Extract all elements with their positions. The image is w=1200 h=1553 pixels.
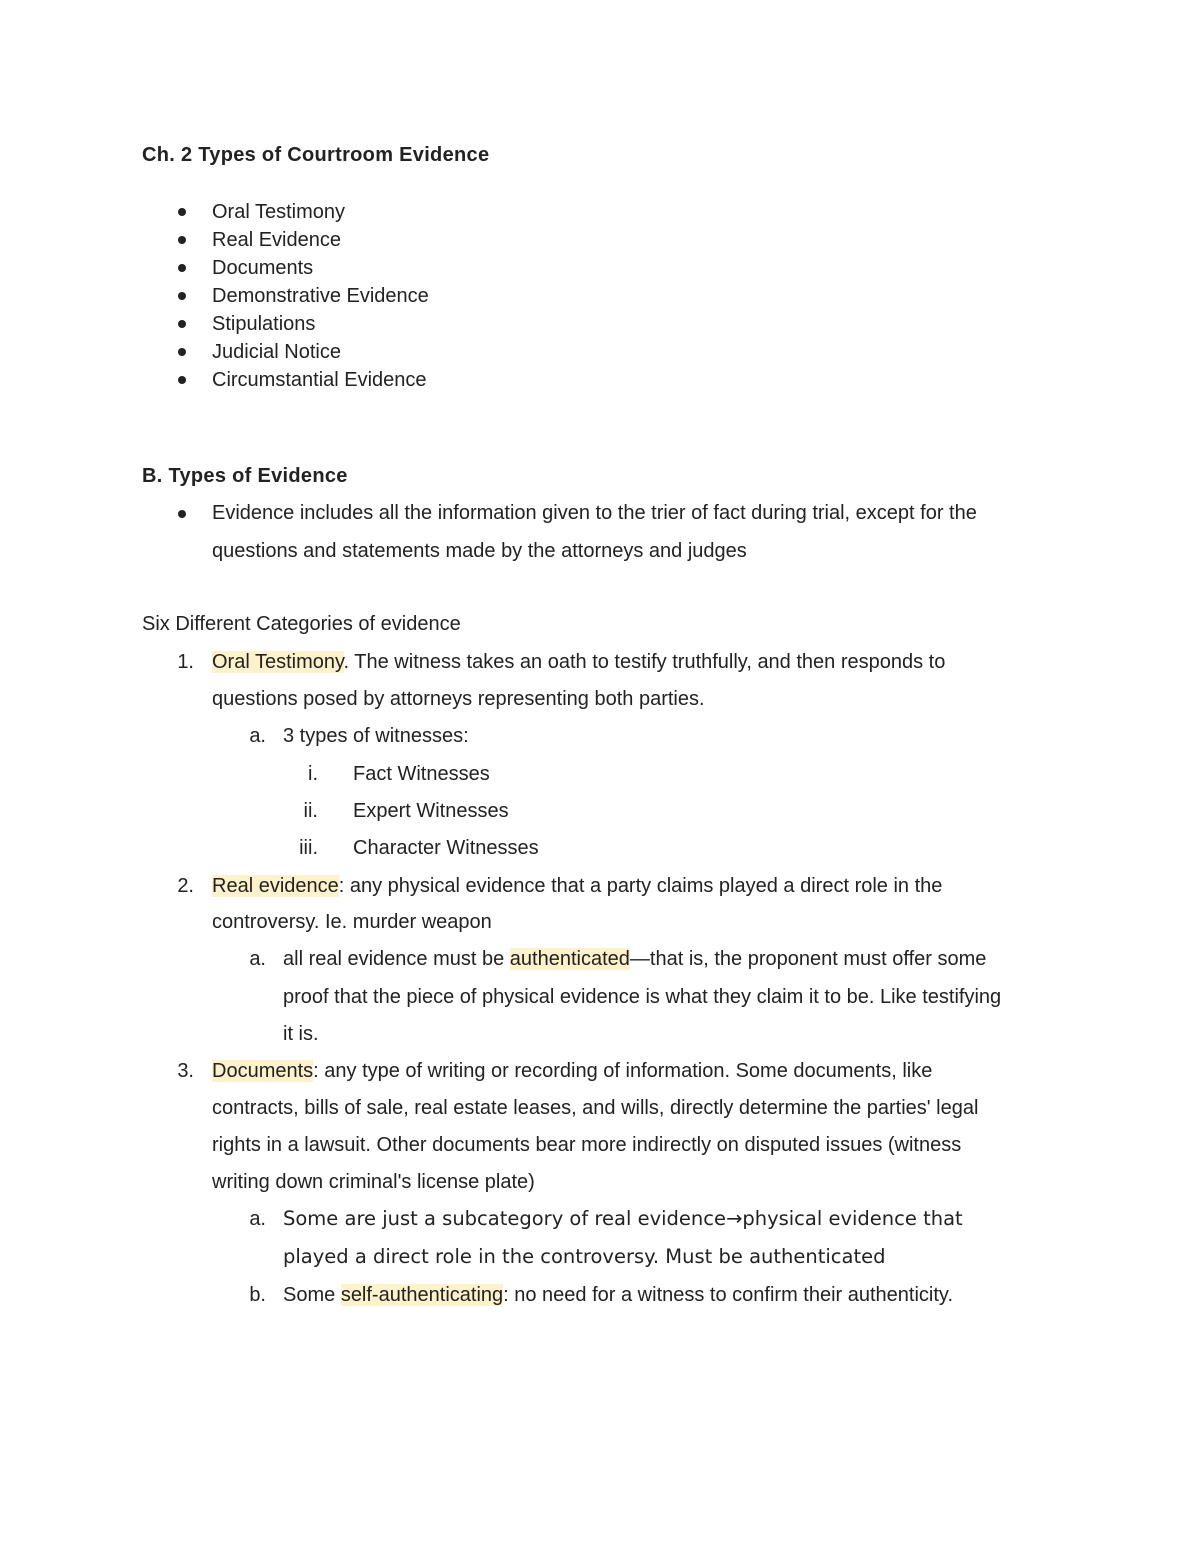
list-item: Demonstrative Evidence [212,285,429,307]
list-roman: ii. [303,800,318,822]
list-item-line: Expert Witnesses [353,800,509,822]
paragraph-line: questions and statements made by the attorneys and judges [212,540,747,562]
bullet-icon [178,236,186,244]
bullet-icon [178,376,186,384]
list-roman: iii. [299,837,318,859]
list-item-line: contracts, bills of sale, real estate leases, and wills, directly determine the parties' legal [212,1097,979,1119]
list-item: Oral Testimony [212,201,346,223]
list-item: Circumstantial Evidence [212,369,427,391]
list-item-line: rights in a lawsuit. Other documents bear more indirectly on disputed issues (witness [212,1134,962,1156]
list-item-line: Oral Testimony. The witness takes an oath to testify truthfully, and then responds to [212,651,946,673]
list-number: 1. [177,651,194,673]
list-item-line: all real evidence must be authenticated—that is, the proponent must offer some [283,948,987,970]
list-item-line: 3 types of witnesses: [283,725,469,747]
list-item-line: Fact Witnesses [353,763,490,785]
bullet-icon [178,208,186,216]
bullet-icon [178,510,186,518]
list-item-line: controversy. Ie. murder weapon [212,911,492,933]
highlighted-term: authenticated [509,948,630,970]
list-item-line: proof that the piece of physical evidence is what they claim it to be. Like testifying [283,986,1002,1008]
section-heading: B. Types of Evidence [142,465,348,487]
chapter-heading: Ch. 2 Types of Courtroom Evidence [142,144,490,166]
list-item-line: questions posed by attorneys representing both parties. [212,688,705,710]
categories-intro: Six Different Categories of evidence [142,613,461,635]
list-item-line: Some self-authenticating: no need for a witness to confirm their authenticity. [283,1284,953,1306]
list-item-line: Some are just a subcategory of real evidence→physical evidence that [283,1207,963,1230]
paragraph-line: Evidence includes all the information given to the trier of fact during trial, except for the [212,502,977,524]
list-letter: b. [249,1284,266,1306]
list-letter: a. [249,725,266,747]
list-item: Judicial Notice [212,341,341,363]
list-letter: a. [249,1208,266,1230]
list-item-line: writing down criminal's license plate) [212,1171,535,1193]
bullet-icon [178,320,186,328]
list-number: 2. [177,875,194,897]
bullet-icon [178,264,186,272]
bullet-icon [178,292,186,300]
list-roman: i. [308,763,318,785]
highlighted-term: Real evidence [212,875,339,897]
list-item-line: Documents: any type of writing or recording of information. Some documents, like [212,1060,933,1082]
list-item-line: Character Witnesses [353,837,539,859]
list-item: Real Evidence [212,229,341,251]
list-item-line: played a direct role in the controversy. Must be authenticated [283,1245,886,1268]
list-number: 3. [177,1060,194,1082]
list-item-line: Real evidence: any physical evidence that a party claims played a direct role in the [212,875,943,897]
list-item: Stipulations [212,313,316,335]
highlighted-term: self-authenticating [340,1284,504,1306]
list-item: Documents [212,257,314,279]
list-letter: a. [249,948,266,970]
bullet-icon [178,348,186,356]
list-item-line: it is. [283,1023,319,1045]
highlighted-term: Documents [212,1060,314,1082]
highlighted-term: Oral Testimony [212,651,344,673]
